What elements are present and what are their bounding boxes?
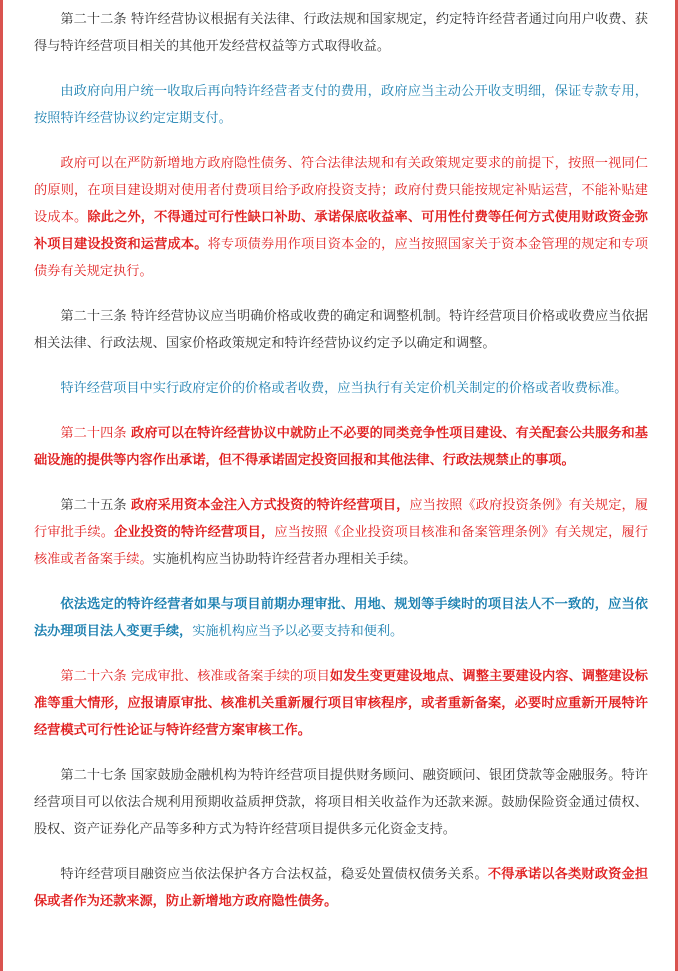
article-25-text-plain: 实施机构应当协助特许经营者办理相关手续。 [152, 552, 417, 567]
document-body [34, 6, 648, 933]
article-22-paragraph-3 [34, 150, 648, 285]
article-26-text-1: 第二十六条 完成审批、核准或备案手续的项目 [60, 669, 330, 684]
article-24-number: 第二十四条 [60, 426, 131, 441]
article-25-text-red-2: 应当按照《企业投资项目核准和备案管理条例》有关规定，履行核准或者备案手续。 [34, 525, 649, 567]
article-27-text-2b-bold: 不得承诺以各类财政资金担保或者作为还款来源，防止新增地方政府隐性债务。 [34, 867, 649, 909]
article-22-text-3c: 将专项债券用作项目资本金的，应当按照国家关于资本金管理的规定和专项债券有关规定执行。 [34, 237, 649, 279]
article-24-paragraph-1 [34, 420, 648, 474]
article-22-text-2: 由政府向用户统一收取后再向特许经营者支付的费用，政府应当主动公开收支明细，保证专款专用，按照特许经营协议约定定期支付。 [34, 84, 648, 126]
article-22-paragraph-2 [34, 78, 648, 132]
article-27-paragraph-1 [34, 762, 648, 843]
article-27-text-1: 第二十七条 国家鼓励金融机构为特许经营项目提供财务顾问、融资顾问、银团贷款等金融服务。特许经营项目可以依法合规利用预期收益质押贷款，将项目相关收益作为还款来源。鼓励保险资金通过债权、股权、资产证券化产品等多种方式为特许经营项目提供多元化资金支持。 [34, 768, 648, 837]
article-25-paragraph-1 [34, 492, 648, 573]
article-25-text-bold-1: 政府采用资本金注入方式投资的特许经营项目， [130, 498, 410, 513]
article-26-text-bold: 如发生变更建设地点、调整主要建设内容、调整建设标准等重大情形，应报请原审批、核准机关重新履行项目审核程序，或者重新备案，必要时应重新开展特许经营模式可行性论证与特许经营方案审核工作。 [34, 669, 648, 738]
article-25-text-blue: 实施机构应当予以必要支持和便利。 [192, 624, 404, 639]
article-25-text-red-1: 应当按照《政府投资条例》有关规定，履行审批手续。 [34, 498, 648, 540]
article-25-text-bold-2: 企业投资的特许经营项目， [114, 525, 275, 540]
article-23-paragraph-2 [34, 375, 648, 402]
article-25-number: 第二十五条 [60, 498, 131, 513]
article-27-text-2a: 特许经营项目融资应当依法保护各方合法权益，稳妥处置债权债务关系。 [60, 867, 488, 882]
article-23-text-2: 特许经营项目中实行政府定价的价格或者收费，应当执行有关定价机关制定的价格或者收费标准。 [60, 381, 628, 396]
article-24-text-bold: 政府可以在特许经营协议中就防止不必要的同类竞争性项目建设、有关配套公共服务和基础设施的提供等内容作出承诺，但不得承诺固定投资回报和其他法律、行政法规禁止的事项。 [34, 426, 648, 468]
article-23-paragraph-1 [34, 303, 648, 357]
article-22-text-3a: 政府可以在严防新增地方政府隐性债务、符合法律法规和有关政策规定要求的前提下，按照一视同仁的原则，在项目建设期对使用者付费项目给予政府投资支持；政府付费只能按规定补贴运营，不能补贴建设成本。 [34, 156, 648, 225]
article-22-paragraph-1 [34, 6, 648, 60]
article-23-text-1: 第二十三条 特许经营协议应当明确价格或收费的确定和调整机制。特许经营项目价格或收费应当依据相关法律、行政法规、国家价格政策规定和特许经营协议约定予以确定和调整。 [34, 309, 648, 351]
article-25-paragraph-2 [34, 591, 648, 645]
article-22-text-1: 第二十二条 特许经营协议根据有关法律、行政法规和国家规定，约定特许经营者通过向用户收费、获得与特许经营项目相关的其他开发经营权益等方式取得收益。 [34, 12, 648, 54]
article-25-text-blue-bold: 依法选定的特许经营者如果与项目前期办理审批、用地、规划等手续时的项目法人不一致的，应当依法办理项目法人变更手续， [34, 597, 648, 639]
article-27-paragraph-2 [34, 861, 648, 915]
article-22-text-3b-bold: 除此之外，不得通过可行性缺口补助、承诺保底收益率、可用性付费等任何方式使用财政资金弥补项目建设投资和运营成本。 [34, 210, 648, 252]
article-26-paragraph-1 [34, 663, 648, 744]
